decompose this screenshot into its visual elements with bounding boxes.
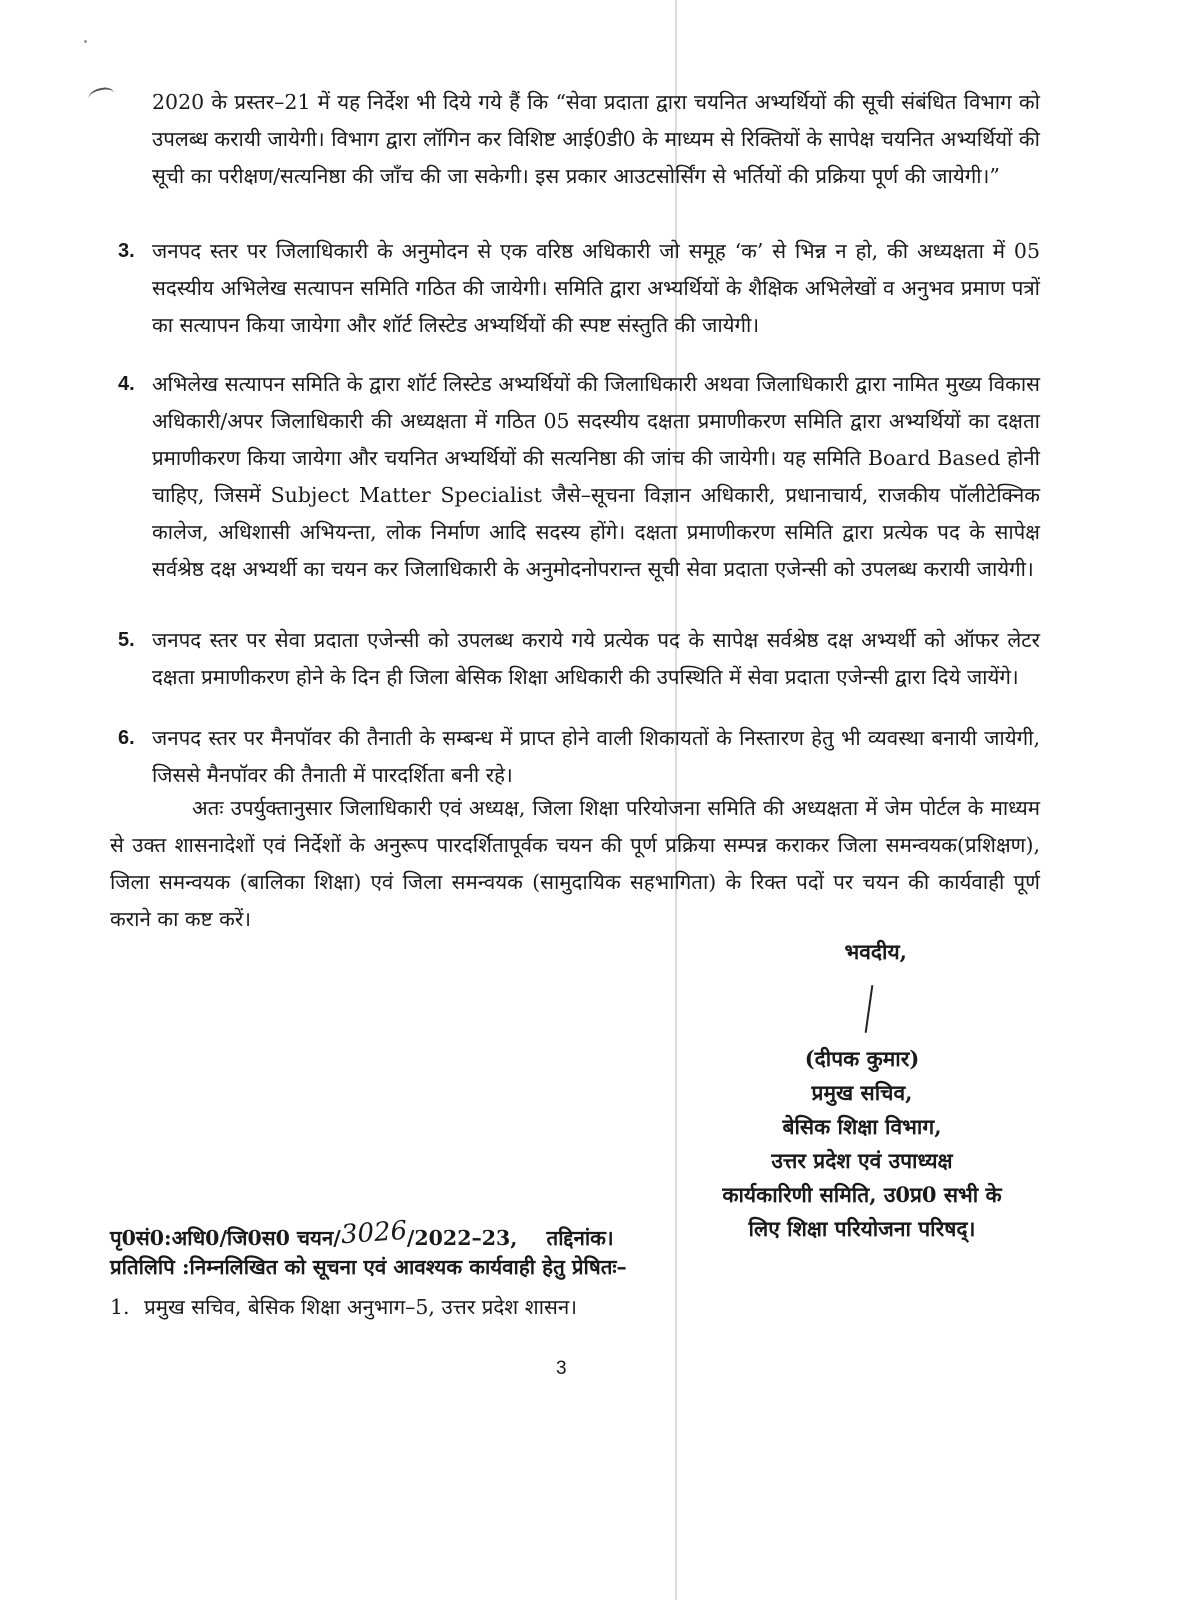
intro-paragraph: 2020 के प्रस्तर–21 में यह निर्देश भी दिये गये हैं कि “सेवा प्रदाता द्वारा चयनित अभ्यर्थियों की सूची संबंधित विभाग को उपलब्ध करायी जायेगी। विभाग द्वारा लॉगिन कर विशिष्ट आई0डी0 के माध्यम से रिक्तियों के सापेक्ष चयनित अभ्यर्थियों की सूची का परीक्षण/सत्यनिष्ठा की जाँच की जा सकेगी। इस प्रकार आउटसोर्सिंग से भर्तियों की प्रक्रिया पूर्ण की जायेगी।”	[152, 90, 1040, 188]
item-number: 6.	[118, 727, 135, 749]
item-5-text: जनपद स्तर पर सेवा प्रदाता एजेन्सी को उपलब्ध कराये गये प्रत्येक पद के सापेक्ष सर्वश्रेष्ठ दक्ष अभ्यर्थी को ऑफर लेटर दक्षता प्रमाणीकरण होने के दिन ही जिला बेसिक शिक्षा अधिकारी की उपस्थिति में सेवा प्रदाता एजेन्सी द्वारा दिये जायेंगे।	[152, 628, 1040, 689]
designation-line: लिए शिक्षा परियोजना परिषद्।	[748, 1216, 976, 1241]
copy-heading: प्रतिलिपि :निम्नलिखित को सूचना एवं आवश्यक कार्यवाही हेतु प्रेषितः–	[110, 1255, 627, 1279]
designation-line: कार्यकारिणी समिति, उ0प्र0 सभी के	[722, 1182, 1002, 1207]
item-number: 5.	[118, 629, 135, 651]
closing-paragraph: अतः उपर्युक्तानुसार जिलाधिकारी एवं अध्यक्ष, जिला शिक्षा परियोजना समिति की अध्यक्षता में जेम पोर्टल के माध्यम से उक्त शासनादेशों एवं निर्देशों के अनुरूप पारदर्शितापूर्वक चयन की पूर्ण प्रक्रिया सम्पन्न कराकर जिला समन्वयक(प्रशिक्षण), जिला समन्वयक (बालिका शिक्षा) एवं जिला समन्वयक (सामुदायिक सहभागिता) के रिक्त पदों पर चयन की कार्यवाही पूर्ण कराने का कष्ट करें।	[110, 796, 1040, 931]
item-4-text: अभिलेख सत्यापन समिति के द्वारा शॉर्ट लिस्टेड अभ्यर्थियों की जिलाधिकारी अथवा जिलाधिकारी द्वारा नामित मुख्य विकास अधिकारी/अपर जिलाधिकारी की अध्यक्षता में गठित 05 सदस्यीय दक्षता प्रमाणीकरण समिति द्वारा अभ्यर्थियों का दक्षता प्रमाणीकरण किया जायेगा और चयनित अभ्यर्थियों की सत्यनिष्ठा की जांच की जायेगी। यह समिति Board Based होनी चाहिए, जिसमें Subject Matter Specialist जैसे–सूचना विज्ञान अधिकारी, प्रधानाचार्य, राजकीय पॉलीटेक्निक कालेज, अधिशासी अभियन्ता, लोक निर्माण आदि सदस्य होंगे। दक्षता प्रमाणीकरण समिति द्वारा प्रत्येक पद के सापेक्ष सर्वश्रेष्ठ दक्ष अभ्यर्थी का चयन कर जिलाधिकारी के अनुमोदनोपरान्त सूची सेवा प्रदाता एजेन्सी को उपलब्ध करायी जायेगी।	[152, 372, 1040, 581]
copy-item-text: प्रमुख सचिव, बेसिक शिक्षा अनुभाग–5, उत्तर प्रदेश शासन।	[144, 1295, 578, 1319]
reference-prefix: पृ0सं0:अधि0/जि0स0 चयन/	[110, 1226, 341, 1250]
signatory-name: (दीपक कुमार)	[804, 1046, 920, 1071]
margin-pen-mark	[87, 86, 115, 105]
signatory-block	[697, 1042, 1027, 1246]
item-number: 3.	[118, 240, 135, 262]
item-3-text: जनपद स्तर पर जिलाधिकारी के अनुमोदन से एक वरिष्ठ अधिकारी जो समूह ‘क’ से भिन्न न हो, की अध्यक्षता में 05 सदस्यीय अभिलेख सत्यापन समिति गठित की जायेगी। समिति द्वारा अभ्यर्थियों के शैक्षिक अभिलेखों व अनुभव प्रमाण पत्रों का सत्यापन किया जायेगा और शॉर्ट लिस्टेड अभ्यर्थियों की स्पष्ट संस्तुति की जायेगी।	[152, 239, 1040, 337]
copy-item-number: 1.	[110, 1295, 130, 1319]
designation-line: बेसिक शिक्षा विभाग,	[782, 1114, 942, 1139]
salutation: भवदीय,	[844, 939, 907, 964]
designation-line: उत्तर प्रदेश एवं उपाध्यक्ष	[771, 1148, 953, 1173]
item-number: 4.	[118, 373, 135, 395]
handwritten-reference-number: 3026	[339, 1215, 408, 1251]
designation-line: प्रमुख सचिव,	[811, 1080, 913, 1105]
reference-date: तद्दिनांक।	[546, 1226, 614, 1250]
copy-list-item	[110, 1290, 577, 1324]
reference-suffix: /2022–23,	[406, 1226, 518, 1250]
scan-speck	[84, 40, 87, 43]
page-number: 3	[556, 1358, 567, 1379]
item-6-text: जनपद स्तर पर मैनपॉवर की तैनाती के सम्बन्ध में प्राप्त होने वाली शिकायतों के निस्तारण हेतु भी व्यवस्था बनायी जायेगी, जिससे मैनपॉवर की तैनाती में पारदर्शिता बनी रहे।	[152, 726, 1040, 787]
signature-mark	[865, 985, 874, 1033]
